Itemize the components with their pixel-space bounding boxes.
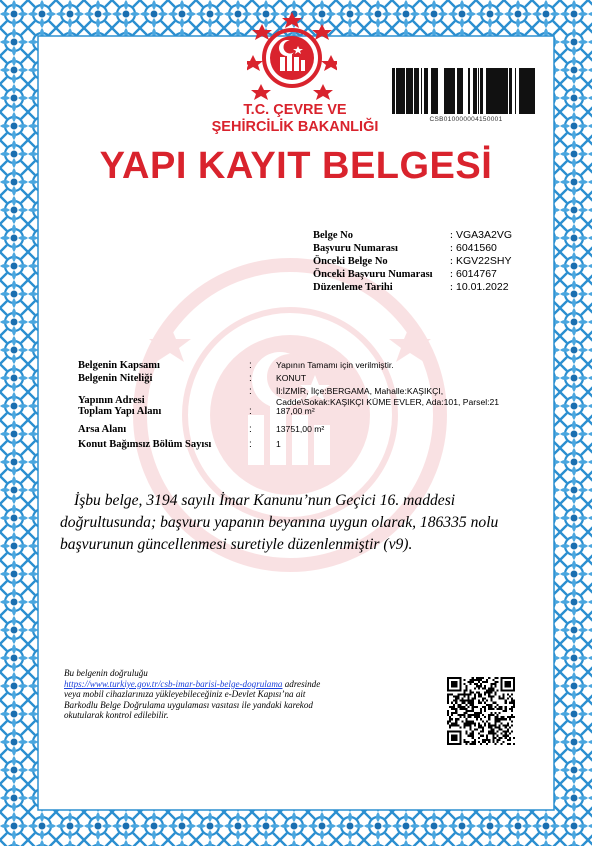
info-value: Yapının Tamamı için verilmiştir.: [276, 360, 394, 370]
verification-note: [64, 668, 414, 721]
info-row: [78, 360, 518, 371]
info-separator: :: [249, 373, 252, 384]
info-separator: :: [249, 406, 252, 417]
info-separator: :: [249, 386, 252, 397]
meta-value: KGV22SHY: [456, 255, 512, 267]
document-meta: [313, 229, 512, 294]
info-label: Belgenin Kapsamı: [78, 360, 160, 371]
info-label: Toplam Yapı Alanı: [78, 406, 162, 417]
footer-line-5: okutularak kontrol edilebilir.: [64, 710, 169, 721]
meta-label: Belge No: [313, 230, 353, 241]
meta-separator: :: [450, 243, 453, 254]
info-label: Belgenin Niteliği: [78, 373, 153, 384]
meta-label: Önceki Başvuru Numarası: [313, 269, 433, 280]
meta-label: Düzenleme Tarihi: [313, 282, 393, 293]
barcode-number: CSB010000004150001: [429, 116, 503, 123]
footer-line-3: veya mobil cihazlarınıza yükleyebileceğiniz e-Devlet Kapısı’na ait: [64, 689, 306, 700]
certificate-statement: [60, 490, 580, 556]
statement-line-1: İşbu belge, 3194 sayılı İmar Kanunu’nun Geçici 16. maddesi: [74, 492, 456, 509]
ministry-emblem-icon: [247, 10, 337, 100]
barcode-icon: [390, 66, 542, 116]
info-row: [78, 439, 518, 450]
meta-row: [313, 268, 512, 281]
meta-row: [313, 229, 512, 242]
info-row: [78, 406, 518, 417]
meta-separator: :: [450, 269, 453, 280]
info-value: İl:İZMİR, İlçe:BERGAMA, Mahalle:KAŞIKÇI, Cadde\Sokak:KAŞIKÇI KÜME EVLER, Ada:101, Parsel:21: [276, 386, 500, 407]
meta-value: 6041560: [456, 242, 497, 254]
meta-row: [313, 242, 512, 255]
meta-value: 10.01.2022: [456, 281, 509, 293]
info-row: [78, 424, 518, 435]
footer-line-2: [64, 679, 414, 690]
info-row: [78, 386, 518, 407]
info-separator: :: [249, 424, 252, 435]
info-label: Arsa Alanı: [78, 424, 127, 435]
statement-line-3: başvurunun güncellenmesi suretiyle düzenlenmiştir (v9).: [60, 536, 413, 553]
info-separator: :: [249, 360, 252, 371]
meta-row: [313, 255, 512, 268]
meta-value: VGA3A2VG: [456, 229, 513, 241]
meta-label: Başvuru Numarası: [313, 243, 398, 254]
meta-row: [313, 281, 512, 294]
ministry-name: [190, 102, 400, 136]
qr-code-icon[interactable]: [447, 677, 515, 745]
info-value: 1: [276, 439, 281, 449]
footer-after-link: adresinde: [282, 678, 321, 689]
meta-value: 6014767: [456, 268, 497, 280]
info-row: [78, 373, 518, 384]
ministry-line-1: T.C. ÇEVRE VE: [243, 102, 347, 118]
document-title: YAPI KAYIT BELGESİ: [99, 145, 493, 187]
footer-line-1: Bu belgenin doğruluğu: [64, 668, 148, 678]
info-value: 187,00 m²: [276, 406, 315, 416]
meta-separator: :: [450, 230, 453, 241]
meta-label: Önceki Belge No: [313, 256, 388, 267]
statement-line-2: doğrultusunda; başvuru yapanın beyanına uygun olarak, 186335 nolu: [60, 514, 499, 531]
verification-link[interactable]: https://www.turkiye.gov.tr/csb-imar-barisi-belge-dogrulama: [64, 678, 283, 689]
info-label: Konut Bağımsız Bölüm Sayısı: [78, 439, 212, 450]
ministry-line-2: ŞEHİRCİLİK BAKANLIĞI: [211, 119, 379, 135]
meta-separator: :: [450, 256, 453, 267]
info-label: Yapının Adresi: [78, 395, 145, 406]
meta-separator: :: [450, 282, 453, 293]
footer-line-4: Barkodlu Belge Doğrulama uygulaması vasıtası ile yandaki karekod: [64, 699, 313, 710]
info-value: 13751,00 m²: [276, 424, 325, 434]
info-separator: :: [249, 439, 252, 450]
info-value: KONUT: [276, 373, 307, 383]
